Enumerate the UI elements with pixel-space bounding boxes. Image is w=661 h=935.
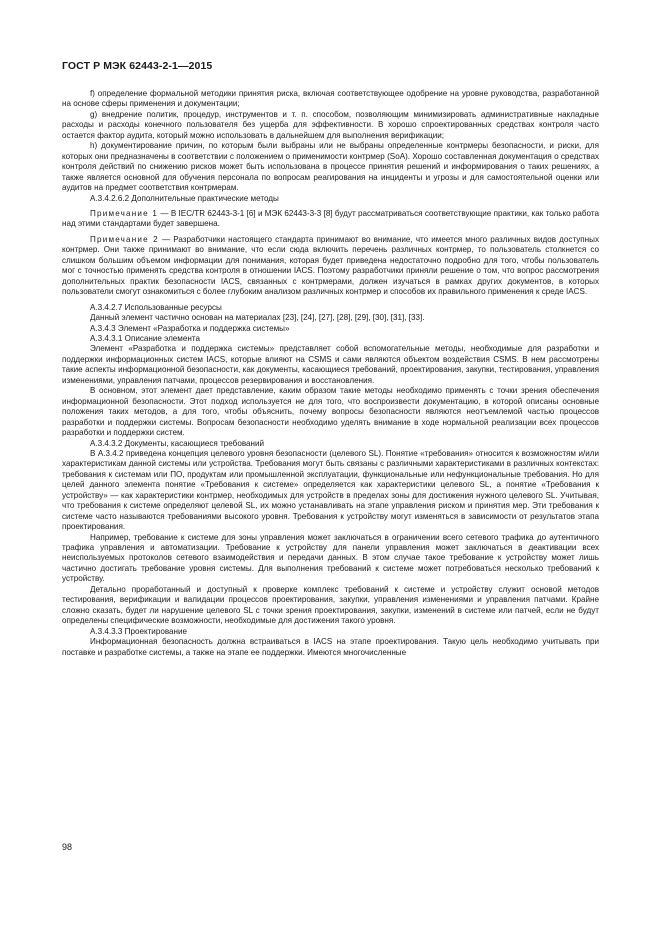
document-body	[62, 89, 599, 658]
paragraph: Элемент «Разработка и поддержка системы» представляет собой вспомогательные методы, необходимые для разработки и поддержки информационных систем IACS, которые влияют на CSMS и сами являются объектом воздействия CSMS. В нем рассмотрены такие аспекты информационной безопасности, как документы, касающиеся требований, проектирования, закупки, тестирования, управления изменениями, управления патчами, процессов резервирования и восстановления.	[62, 344, 599, 385]
note-1	[62, 209, 599, 230]
note-1-label: Примечание 1	[90, 208, 159, 218]
section-heading: А.3.4.3.2 Документы, касающиеся требований	[90, 438, 265, 448]
paragraph: В А.3.4.2 приведена концепция целевого уровня безопасности (целевого SL). Понятие «требования» относится к возможностям и/или характеристикам данной системы или устройства. Требования могут быть связаны с различными характеристиками в различных контекстах: требования к системам или ПО, продуктам или промышленной эксплуатации, функциональные или нефункциональные требования. Но для целей данного элемента понятие «Требования к системе» определяется как характеристики целевого SL, а понятие «Требования к устройству» — как характеристики контрмер, необходимых для устройств в пределах зоны для достижения нужного целевого SL. Учитывая, что требования к системе определяют целевой SL, их можно устанавливать на этапе управления риском и принятия мер. Эти требования к системе часто называются требованиями высокого уровня. Требования к устройству могут изменяться в зависимости от результатов этапа проектирования.	[62, 448, 599, 532]
section-heading: А.3.4.2.6.2 Дополнительные практические методы	[90, 193, 279, 203]
section-heading: А.3.4.2.7 Использованные ресурсы	[90, 302, 222, 312]
note-1-text: — В IEC/TR 62443-3-1 [6] и МЭК 62443-3-3 [8] будут рассматриваться соответствующие практики, как только работа над этими стандартами будет завершена.	[62, 208, 600, 229]
paragraph: В основном, этот элемент дает представление, каким образом такие методы необходимо применять с точки зрения обеспечения информационной безопасности. Этот подход используется не для того, что воспроизвести документацию, в которой описаны основные положения таких методов, а для того, чтобы объяснить, почему вопросы безопасности являются неотъемлемой частью процессов разработки и поддержки системы. Вопросам безопасности необходимо уделять внимание в ходе нормальной реализации всех процессов разработки и поддержки систем.	[62, 386, 599, 438]
paragraph: Данный элемент частично основан на материалах [23], [24], [27], [28], [29], [30], [31], [33].	[90, 313, 425, 323]
paragraph: Информационная безопасность должна встраиваться в IACS на этапе проектирования. Такую цель необходимо учитывать при поставке и разработке системы, а также на этапе ее поддержки. Имеются многочисленные	[62, 637, 599, 657]
paragraph-item-h: h) документирование причин, по которым были выбраны или не выбраны определенные контрмеры безопасности, и риски, для которых они предназначены в соответствии с положением о применимости контрмер (SoA). Хорошо составленная документация о средствах контроля действий по снижению рисков может быть использована в процессе принятия решений и информирования о таких решениях, а также является основной для обучения персонала по вопросам реагирования на инциденты и угрозы и для самостоятельной оценки или аудитов на предмет соответствия контрмерам.	[62, 141, 599, 193]
note-2	[62, 235, 599, 298]
document-header: ГОСТ Р МЭК 62443-2-1—2015	[62, 60, 213, 72]
section-heading: А.3.4.3.3 Проектирование	[90, 626, 188, 636]
paragraph-item-f: f) определение формальной методики принятия риска, включая соответствующее одобрение на уровне руководства, разработанной на основе сферы применения и документации;	[62, 89, 599, 109]
note-2-text: — Разработчики настоящего стандарта принимают во внимание, что имеется много различных видов доступных контрмер. Они также принимают во внимание, что если сюда включить перечень различных контрмер, то пользователь столкнется со слишком большим объемом информации для понимания, которая будет приведена недостаточно подробно для того, чтобы пользователь мог с точностью применять средства контроля в отношении IACS. Поэтому разработчики приняли решение о том, что вопрос рассмотрения дополнительных практик безопасности IACS, связанных с контрмерами, должен изучаться в рамках других документов, в которых пользователи смогут ознакомиться с более глубоким анализом различных контрмер и способов их правильного применения к среде IACS.	[62, 234, 600, 297]
paragraph: Детально проработанный и доступный к проверке комплекс требований к системе и устройству служит основой методов тестирования, верификации и валидации процессов проектирования, закупки, управления изменениями и управления патчами. Крайне сложно сказать, будет ли нарушение целевого SL с точки зрения проектирования, закупки, изменений в системе или патчей, если не будут определены специфические возможности, необходимые для достижения такого уровня.	[62, 584, 599, 626]
section-heading: А.3.4.3 Элемент «Разработка и поддержка системы»	[90, 323, 290, 333]
section-heading: А.3.4.3.1 Описание элемента	[90, 333, 200, 343]
note-2-label: Примечание 2	[90, 234, 159, 244]
page-number: 98	[62, 842, 73, 852]
paragraph-item-g: g) внедрение политик, процедур, инструментов и т. п. способом, позволяющим минимизировать административные накладные расходы и расходы конечного пользователя без ущерба для эффективности. В хорошо спроектированных средствах контроля часто остается фактор аудита, который можно использовать в дальнейшем для выполнения верификации;	[62, 109, 599, 140]
paragraph: Например, требование к системе для зоны управления может заключаться в ограничении всего сетевого трафика до аутентичного трафика управления и автоматизации. Требование к устройству для панели управления может заключаться в деактивации всех неиспользуемых протоколов сетевого взаимодействия и передачи данных. В этом случае такое требование к устройству может лишь частично достигать требование уровня системы. Для выполнения требований к системе может потребоваться несколько требований к устройству.	[62, 532, 599, 584]
